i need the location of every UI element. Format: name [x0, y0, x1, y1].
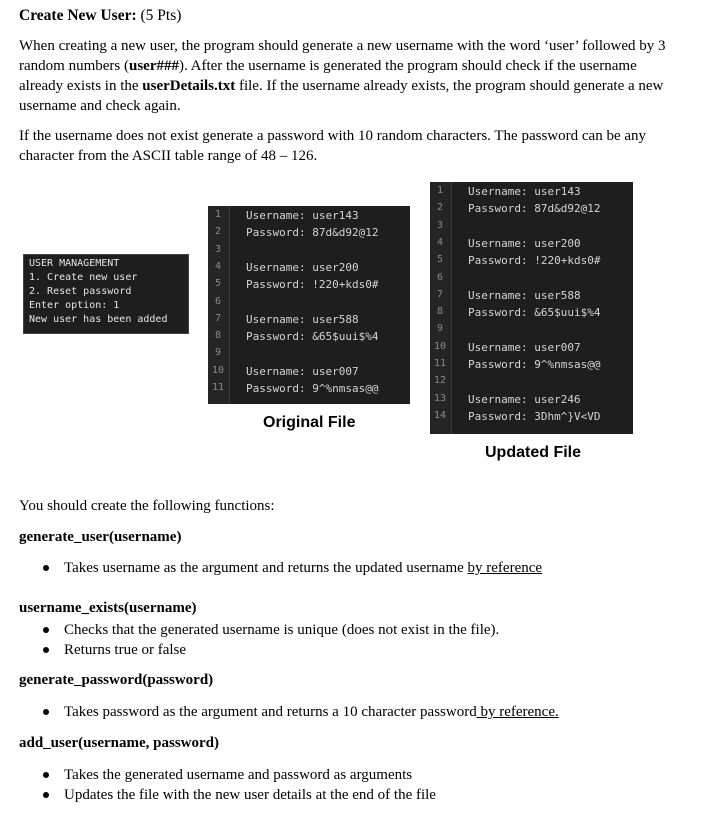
- paragraph-username-rules: [19, 36, 679, 116]
- paragraph1-part3: file. If the username already exists, the program should generate a new username and check again.: [19, 78, 664, 114]
- bullet-item: [43, 560, 542, 577]
- function-name: generate_user(username): [19, 529, 182, 545]
- console-line: New user has been added: [29, 314, 168, 325]
- line-text: Username: user143: [246, 209, 359, 222]
- line-text: Password: 9^%nmsas@@: [468, 358, 601, 371]
- section-heading: [19, 7, 181, 25]
- functions-intro: You should create the following functions:: [19, 498, 275, 514]
- line-text: Password: 87d&d92@12: [246, 226, 379, 240]
- bullet-underlined-text: by reference: [467, 560, 543, 576]
- heading-points: (5 Pts): [136, 7, 182, 24]
- line-number: 1: [214, 209, 222, 220]
- heading-title: Create New User:: [19, 7, 137, 24]
- bullet-text: Takes the generated username and password as arguments: [64, 767, 413, 783]
- line-text: Username: user200: [468, 236, 581, 250]
- line-number: 2: [436, 202, 444, 214]
- bullet-text: Returns true or false: [64, 642, 187, 658]
- paragraph1-part2: ). After the username is generated the program should check if the username already exists in the: [19, 58, 637, 94]
- bullet-icon: [43, 792, 49, 798]
- updated-file-caption: Updated File: [485, 444, 582, 461]
- line-text: Username: user588: [246, 312, 359, 326]
- bullet-icon: [43, 772, 49, 778]
- bullet-underlined-text: by reference.: [476, 704, 559, 720]
- line-number: 3: [436, 219, 444, 231]
- line-number: 11: [211, 382, 225, 393]
- line-number: 13: [433, 392, 447, 404]
- console-output: [23, 254, 189, 334]
- line-number: 12: [433, 375, 447, 387]
- line-number: 2: [214, 226, 222, 238]
- line-text: Password: 9^%nmsas@@: [246, 382, 379, 395]
- original-file-view: [208, 206, 410, 404]
- line-number: 5: [214, 278, 222, 290]
- line-number: 10: [433, 340, 447, 352]
- bullet-text: Takes username as the argument and returns the updated username: [64, 560, 468, 576]
- paragraph1-part1: When creating a new user, the program should generate a new username with the word ‘user’ followed by 3 random numbers (: [19, 38, 666, 74]
- line-number: 8: [214, 330, 222, 342]
- console-line: 1. Create new user: [29, 272, 138, 283]
- bullet-text: Updates the file with the new user details at the end of the file: [64, 787, 436, 803]
- line-text: Username: user007: [468, 340, 581, 354]
- line-number: 8: [436, 306, 444, 318]
- line-text: Username: user143: [468, 185, 581, 198]
- line-text: Username: user246: [468, 392, 581, 406]
- paragraph-password-rules: If the username does not exist generate a password with 10 random characters. The password can be any character from the ASCII table range of 48 – 126.: [19, 128, 647, 164]
- bullet-icon: [43, 627, 49, 633]
- function-name: generate_password(password): [19, 672, 214, 688]
- line-text: Password: !220+kds0#: [246, 278, 379, 292]
- original-file-caption: Original File: [263, 414, 356, 431]
- filename: userDetails.txt: [142, 78, 236, 94]
- function-name: add_user(username, password): [19, 735, 220, 751]
- bullet-item: [43, 642, 186, 659]
- bullet-item: [43, 767, 412, 784]
- function-name: username_exists(username): [19, 600, 197, 616]
- line-text: Username: user588: [468, 288, 581, 302]
- line-text: Username: user200: [246, 260, 359, 274]
- line-number: 4: [436, 236, 444, 248]
- line-number: 4: [214, 260, 222, 272]
- console-line: 2. Reset password: [29, 286, 132, 297]
- line-text: Password: 87d&d92@12: [468, 202, 601, 216]
- bullet-text: Checks that the generated username is unique (does not exist in the file).: [64, 622, 500, 638]
- console-line: USER MANAGEMENT: [29, 258, 120, 269]
- line-number: 7: [214, 312, 222, 324]
- line-number: 7: [436, 288, 444, 300]
- username-pattern: user###: [128, 58, 179, 74]
- line-number: 3: [214, 243, 222, 255]
- line-number: 6: [436, 271, 444, 283]
- line-text: Password: &65$uui$%4: [468, 306, 601, 320]
- line-text: Password: 3Dhm^}V<VD: [468, 409, 601, 423]
- bullet-icon: [43, 647, 49, 653]
- line-text: Password: &65$uui$%4: [246, 330, 379, 344]
- bullet-text: Takes password as the argument and returns a 10 character password: [64, 704, 477, 720]
- line-number: 9: [214, 347, 222, 359]
- bullet-icon: [43, 565, 49, 571]
- bullet-icon: [43, 709, 49, 715]
- line-number: 9: [436, 323, 444, 335]
- bullet-item: [43, 622, 499, 639]
- bullet-item: [43, 787, 436, 804]
- line-text: Username: user007: [246, 364, 359, 378]
- line-number: 5: [436, 254, 444, 266]
- bullet-item: [43, 704, 559, 721]
- line-number: 10: [211, 364, 225, 376]
- line-number: 6: [214, 295, 222, 307]
- line-text: Password: !220+kds0#: [468, 254, 601, 268]
- line-number: 14: [433, 409, 447, 421]
- line-number: 1: [436, 185, 444, 196]
- updated-file-view: [430, 182, 633, 434]
- console-line: Enter option: 1: [29, 300, 120, 311]
- line-number: 11: [433, 358, 447, 369]
